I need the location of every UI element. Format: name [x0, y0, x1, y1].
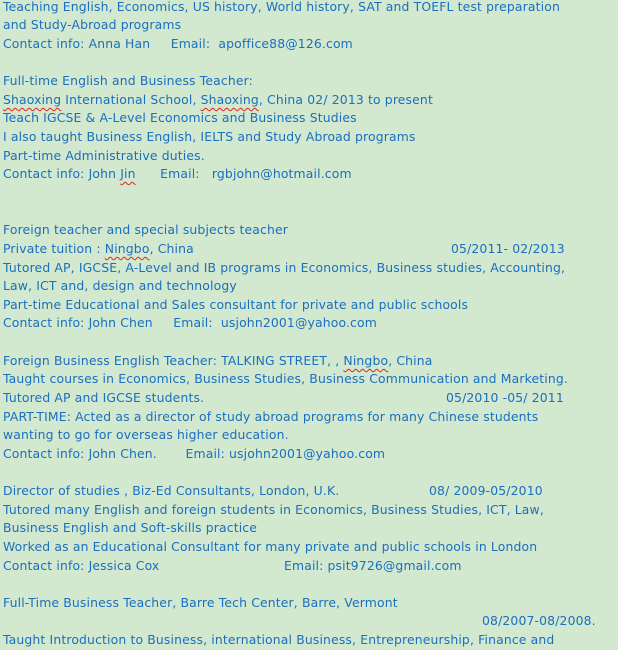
section3-title: Foreign teacher and special subjects teacher: [3, 222, 288, 237]
section3-line1: Tutored AP, IGCSE, A-Level and IB programs in Economics, Business studies, Accounting,: [3, 260, 566, 275]
section4-dates: 05/2010 -05/ 2011: [446, 390, 564, 405]
section5-contact-name: Contact info: Jessica Cox: [3, 558, 160, 573]
section6-dates: 08/2007-08/2008.: [482, 613, 596, 628]
section3-line2: Law, ICT and, design and technology: [3, 278, 237, 293]
section5-dates: 08/ 2009-05/2010: [429, 483, 543, 498]
section4-line4: wanting to go for overseas higher education.: [3, 427, 289, 442]
section4-line3: PART-TIME: Acted as a director of study abroad programs for many Chinese students: [3, 409, 539, 424]
section2-contact: Contact info: John Jin Email: rgbjohn@hotmail.com: [3, 166, 352, 181]
section4-line2: Tutored AP and IGCSE students.: [3, 390, 205, 405]
section5-line2: Business English and Soft-skills practice: [3, 520, 258, 535]
section3-contact: Contact info: John Chen Email: usjohn2001@yahoo.com: [3, 315, 377, 330]
section3-dates: 05/2011- 02/2013: [451, 241, 565, 256]
section4-contact: Contact info: John Chen. Email: usjohn2001@yahoo.com: [3, 446, 386, 461]
section2-employer: Shaoxing International School, Shaoxing, China 02/ 2013 to present: [3, 92, 433, 107]
spellcheck-word: Shaoxing: [3, 92, 62, 107]
spellcheck-word: Shaoxing: [200, 92, 259, 107]
section6-title: Full-Time Business Teacher, Barre Tech Center, Barre, Vermont: [3, 595, 398, 610]
section5-line1: Tutored many English and foreign students in Economics, Business Studies, ICT, Law,: [3, 502, 544, 517]
section5-line3: Worked as an Educational Consultant for many private and public schools in London: [3, 539, 538, 554]
section5-contact-email: Email: psit9726@gmail.com: [284, 558, 462, 573]
section2-title: Full-time English and Business Teacher:: [3, 73, 253, 88]
section2-line2: I also taught Business English, IELTS and Study Abroad programs: [3, 129, 416, 144]
section3-employer: Private tuition : Ningbo, China: [3, 241, 194, 256]
section4-title: Foreign Business English Teacher: TALKING STREET, , Ningbo, China: [3, 353, 433, 368]
section4-line1: Taught courses in Economics, Business Studies, Business Communication and Marketing.: [3, 371, 568, 386]
spellcheck-word: Ningbo: [343, 353, 389, 368]
section1-line1: Teaching English, Economics, US history, World history, SAT and TOEFL test preparation: [3, 0, 560, 14]
spellcheck-word: Jin: [120, 166, 136, 181]
section2-line1: Teach IGCSE & A-Level Economics and Business Studies: [3, 110, 357, 125]
section1-contact: Contact info: Anna Han Email: apoffice88@126.com: [3, 36, 353, 51]
section6-line1: Taught Introduction to Business, international Business, Entrepreneurship, Finance and: [3, 632, 555, 647]
section5-title: Director of studies , Biz-Ed Consultants, London, U.K.: [3, 483, 340, 498]
spellcheck-word: Ningbo: [104, 241, 150, 256]
section2-line3: Part-time Administrative duties.: [3, 148, 205, 163]
section1-line2: and Study-Abroad programs: [3, 17, 182, 32]
section3-line3: Part-time Educational and Sales consultant for private and public schools: [3, 297, 469, 312]
